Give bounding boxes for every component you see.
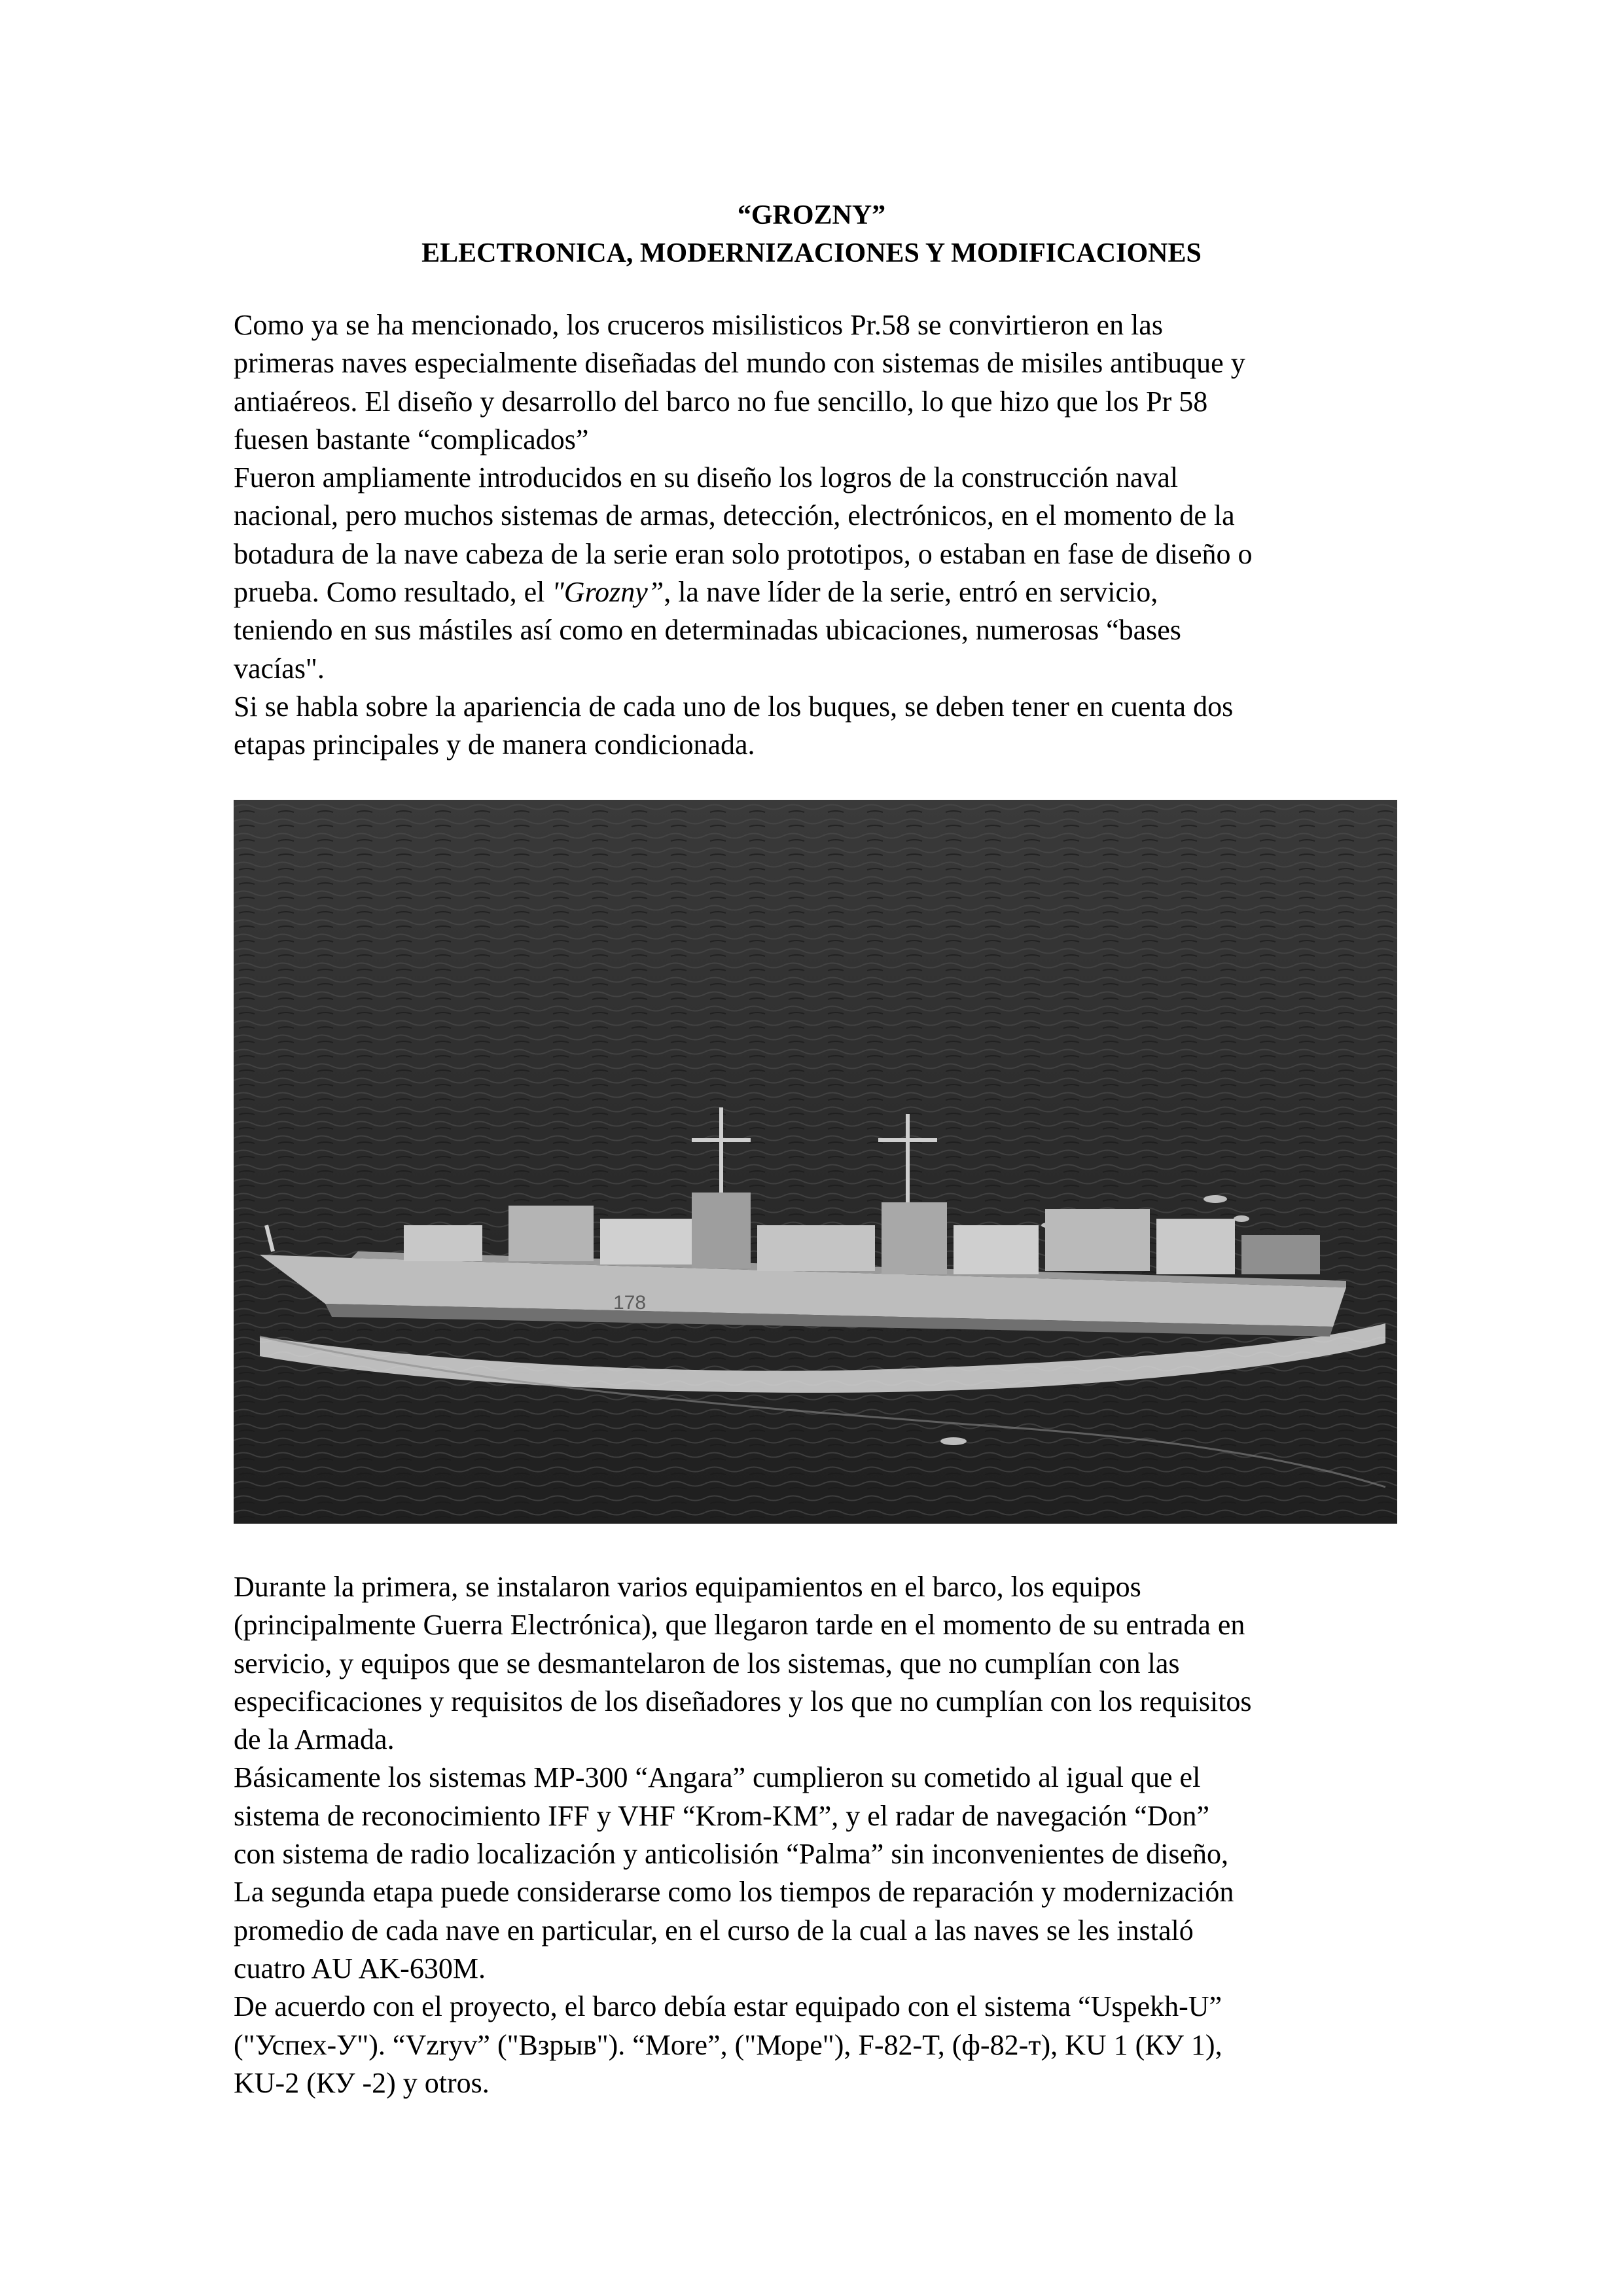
intro-line: etapas principales y de manera condicionada.: [234, 728, 755, 761]
intro-line: teniendo en sus mástiles así como en determinadas ubicaciones, numerosas “bases: [234, 614, 1181, 647]
body-line: sistema de reconocimiento IFF y VHF “Krom-KM”, y el radar de navegación “Don”: [234, 1799, 1210, 1832]
intro-paragraph: [234, 306, 1412, 764]
intro-line: , la nave líder de la serie, entró en servicio,: [664, 576, 1158, 609]
intro-line: primeras naves especialmente diseñadas del mundo con sistemas de misiles antibuque y: [234, 347, 1245, 380]
body-line: De acuerdo con el proyecto, el barco debía estar equipado con el sistema “Uspekh-U”: [234, 1990, 1222, 2023]
body-line: de la Armada.: [234, 1723, 395, 1756]
intro-line: Si se habla sobre la apariencia de cada uno de los buques, se deben tener en cuenta dos: [234, 690, 1234, 723]
intro-line: antiaéreos. El diseño y desarrollo del barco no fue sencillo, lo que hizo que los Pr 58: [234, 385, 1208, 418]
ship-photo-drawing: [234, 800, 1397, 1524]
body-line: servicio, y equipos que se desmantelaron de los sistemas, que no cumplían con las: [234, 1647, 1180, 1679]
intro-line: botadura de la nave cabeza de la serie eran solo prototipos, o estaban en fase de diseño o: [234, 537, 1253, 570]
document-subtitle: ELECTRONICA, MODERNIZACIONES Y MODIFICACIONES: [421, 238, 1202, 268]
body-line: especificaciones y requisitos de los diseñadores y los que no cumplían con los requisitos: [234, 1685, 1252, 1717]
intro-line: vacías".: [234, 652, 325, 685]
intro-line: Fueron ampliamente introducidos en su diseño los logros de la construcción naval: [234, 461, 1179, 494]
intro-line: prueba. Como resultado, el: [234, 576, 552, 609]
intro-line: nacional, pero muchos sistemas de armas, detección, electrónicos, en el momento de la: [234, 499, 1235, 532]
body-line: ("Успех-У"). “Vzryv” ("Взрыв"). “More”, ("Море"), F-82-T, (ф-82-т), KU 1 (КУ 1),: [234, 2028, 1222, 2061]
body-line: cuatro AU AK-630M.: [234, 1952, 486, 1984]
body-line: (principalmente Guerra Electrónica), que llegaron tarde en el momento de su entrada en: [234, 1609, 1245, 1641]
ship-photo: [234, 800, 1397, 1524]
document-title: “GROZNY”: [737, 200, 886, 230]
intro-line: fuesen bastante “complicados”: [234, 423, 589, 456]
body-line: con sistema de radio localización y anticolisión “Palma” sin inconvenientes de diseño,: [234, 1838, 1228, 1871]
ship-name-italic: "Grozny”: [552, 576, 664, 609]
body-line: KU-2 (КУ -2) y otros.: [234, 2066, 490, 2099]
hull-number: 178: [613, 1292, 647, 1314]
intro-line: Como ya se ha mencionado, los cruceros misilisticos Pr.58 se convirtieron en las: [234, 309, 1163, 341]
body-line: Durante la primera, se instalaron varios equipamientos en el barco, los equipos: [234, 1571, 1141, 1603]
body-paragraph: [234, 1568, 1412, 2102]
body-line: Básicamente los sistemas MP-300 “Angara” cumplieron su cometido al igual que el: [234, 1761, 1201, 1794]
body-line: La segunda etapa puede considerarse como los tiempos de reparación y modernización: [234, 1876, 1234, 1909]
body-line: promedio de cada nave en particular, en el curso de la cual a las naves se les instaló: [234, 1914, 1194, 1946]
